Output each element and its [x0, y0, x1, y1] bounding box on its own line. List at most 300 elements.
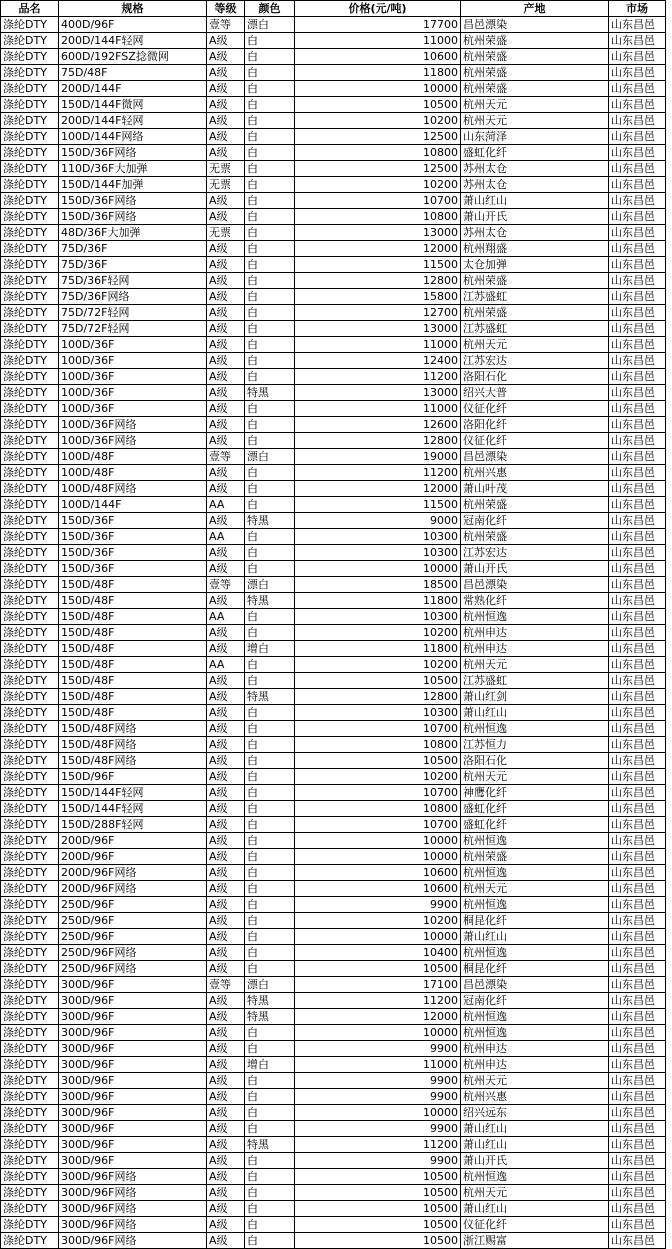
cell-grade: A级 — [207, 129, 245, 145]
cell-market: 山东昌邑 — [609, 833, 666, 849]
cell-product-name: 涤纶DTY — [1, 993, 59, 1009]
table-row — [1, 561, 666, 577]
table-row — [1, 913, 666, 929]
table-row — [1, 689, 666, 705]
cell-grade: A级 — [207, 1089, 245, 1105]
cell-price: 12600 — [295, 417, 461, 433]
cell-color: 漂白 — [245, 449, 295, 465]
cell-color: 特黑 — [245, 385, 295, 401]
table-row — [1, 1153, 666, 1169]
cell-color: 白 — [245, 33, 295, 49]
table-row — [1, 865, 666, 881]
cell-price: 10300 — [295, 609, 461, 625]
cell-color: 白 — [245, 497, 295, 513]
cell-price: 17700 — [295, 17, 461, 33]
cell-grade: A级 — [207, 465, 245, 481]
cell-grade: A级 — [207, 881, 245, 897]
cell-color: 白 — [245, 865, 295, 881]
cell-specification: 150D/144F微网 — [59, 97, 207, 113]
cell-product-name: 涤纶DTY — [1, 177, 59, 193]
cell-color: 漂白 — [245, 977, 295, 993]
cell-specification: 150D/48F — [59, 609, 207, 625]
cell-price: 11500 — [295, 257, 461, 273]
table-row — [1, 17, 666, 33]
cell-origin: 杭州荣盛 — [461, 65, 609, 81]
cell-market: 山东昌邑 — [609, 369, 666, 385]
cell-product-name: 涤纶DTY — [1, 705, 59, 721]
cell-price: 11000 — [295, 33, 461, 49]
cell-price: 10700 — [295, 193, 461, 209]
cell-price: 12000 — [295, 241, 461, 257]
cell-origin: 江苏盛虹 — [461, 321, 609, 337]
cell-market: 山东昌邑 — [609, 417, 666, 433]
cell-price: 10000 — [295, 81, 461, 97]
cell-origin: 仪征化纤 — [461, 401, 609, 417]
cell-product-name: 涤纶DTY — [1, 241, 59, 257]
cell-price: 10000 — [295, 1025, 461, 1041]
cell-market: 山东昌邑 — [609, 625, 666, 641]
cell-market: 山东昌邑 — [609, 641, 666, 657]
cell-price: 10000 — [295, 929, 461, 945]
cell-grade: A级 — [207, 817, 245, 833]
cell-price: 10500 — [295, 1185, 461, 1201]
table-row — [1, 161, 666, 177]
cell-color: 白 — [245, 225, 295, 241]
table-row — [1, 1073, 666, 1089]
cell-product-name: 涤纶DTY — [1, 609, 59, 625]
cell-grade: A级 — [207, 1217, 245, 1233]
cell-specification: 300D/96F — [59, 993, 207, 1009]
cell-market: 山东昌邑 — [609, 785, 666, 801]
cell-origin: 杭州恒逸 — [461, 833, 609, 849]
cell-product-name: 涤纶DTY — [1, 833, 59, 849]
table-row — [1, 401, 666, 417]
table-row — [1, 385, 666, 401]
cell-color: 白 — [245, 353, 295, 369]
cell-product-name: 涤纶DTY — [1, 1233, 59, 1249]
cell-price: 10600 — [295, 881, 461, 897]
cell-market: 山东昌邑 — [609, 129, 666, 145]
table-row — [1, 609, 666, 625]
cell-grade: A级 — [207, 1009, 245, 1025]
table-row — [1, 481, 666, 497]
cell-market: 山东昌邑 — [609, 433, 666, 449]
cell-product-name: 涤纶DTY — [1, 209, 59, 225]
cell-origin: 萧山开氏 — [461, 1153, 609, 1169]
cell-origin: 杭州天元 — [461, 97, 609, 113]
cell-specification: 300D/96F — [59, 1057, 207, 1073]
header-row — [1, 1, 666, 17]
cell-origin: 杭州恒逸 — [461, 1169, 609, 1185]
cell-origin: 杭州天元 — [461, 1185, 609, 1201]
cell-market: 山东昌邑 — [609, 1089, 666, 1105]
cell-origin: 萧山叶茂 — [461, 481, 609, 497]
cell-market: 山东昌邑 — [609, 209, 666, 225]
cell-grade: A级 — [207, 865, 245, 881]
cell-specification: 100D/36F — [59, 385, 207, 401]
cell-market: 山东昌邑 — [609, 1185, 666, 1201]
cell-color: 白 — [245, 945, 295, 961]
cell-origin: 杭州荣盛 — [461, 849, 609, 865]
table-row — [1, 1009, 666, 1025]
cell-price: 11000 — [295, 1057, 461, 1073]
cell-market: 山东昌邑 — [609, 529, 666, 545]
cell-product-name: 涤纶DTY — [1, 449, 59, 465]
cell-price: 10000 — [295, 849, 461, 865]
table-row — [1, 337, 666, 353]
table-row — [1, 737, 666, 753]
cell-grade: A级 — [207, 81, 245, 97]
cell-origin: 太仓加弹 — [461, 257, 609, 273]
cell-grade: A级 — [207, 1041, 245, 1057]
cell-market: 山东昌邑 — [609, 385, 666, 401]
cell-price: 19000 — [295, 449, 461, 465]
cell-color: 白 — [245, 561, 295, 577]
cell-grade: A级 — [207, 833, 245, 849]
cell-grade: A级 — [207, 1105, 245, 1121]
cell-grade: A级 — [207, 1025, 245, 1041]
cell-market: 山东昌邑 — [609, 1233, 666, 1249]
cell-origin: 桐昆化纤 — [461, 961, 609, 977]
cell-market: 山东昌邑 — [609, 65, 666, 81]
cell-price: 10600 — [295, 49, 461, 65]
cell-product-name: 涤纶DTY — [1, 273, 59, 289]
cell-market: 山东昌邑 — [609, 1137, 666, 1153]
cell-market: 山东昌邑 — [609, 193, 666, 209]
cell-product-name: 涤纶DTY — [1, 305, 59, 321]
cell-market: 山东昌邑 — [609, 177, 666, 193]
cell-specification: 150D/144F轻网 — [59, 801, 207, 817]
cell-price: 11000 — [295, 337, 461, 353]
cell-specification: 100D/36F — [59, 401, 207, 417]
cell-market: 山东昌邑 — [609, 1169, 666, 1185]
cell-market: 山东昌邑 — [609, 929, 666, 945]
table-row — [1, 353, 666, 369]
cell-product-name: 涤纶DTY — [1, 1105, 59, 1121]
cell-specification: 100D/36F — [59, 353, 207, 369]
cell-origin: 绍兴大普 — [461, 385, 609, 401]
cell-color: 白 — [245, 321, 295, 337]
cell-price: 11500 — [295, 497, 461, 513]
cell-grade: A级 — [207, 1169, 245, 1185]
table-row — [1, 785, 666, 801]
cell-product-name: 涤纶DTY — [1, 1073, 59, 1089]
cell-origin: 杭州天元 — [461, 881, 609, 897]
cell-origin: 萧山红剑 — [461, 689, 609, 705]
table-row — [1, 289, 666, 305]
cell-origin: 苏州太仓 — [461, 161, 609, 177]
cell-specification: 200D/144F — [59, 81, 207, 97]
cell-color: 白 — [245, 161, 295, 177]
table-row — [1, 817, 666, 833]
cell-price: 12000 — [295, 1009, 461, 1025]
table-row — [1, 129, 666, 145]
cell-price: 12000 — [295, 481, 461, 497]
cell-origin: 桐昆化纤 — [461, 913, 609, 929]
cell-product-name: 涤纶DTY — [1, 321, 59, 337]
cell-specification: 100D/48F — [59, 465, 207, 481]
cell-market: 山东昌邑 — [609, 449, 666, 465]
table-row — [1, 977, 666, 993]
cell-price: 10200 — [295, 625, 461, 641]
cell-grade: A级 — [207, 721, 245, 737]
cell-grade: A级 — [207, 801, 245, 817]
cell-grade: A级 — [207, 913, 245, 929]
cell-product-name: 涤纶DTY — [1, 657, 59, 673]
cell-market: 山东昌邑 — [609, 289, 666, 305]
table-row — [1, 897, 666, 913]
cell-specification: 200D/96F — [59, 833, 207, 849]
table-row — [1, 1057, 666, 1073]
cell-specification: 300D/96F — [59, 1105, 207, 1121]
cell-color: 白 — [245, 625, 295, 641]
table-row — [1, 961, 666, 977]
table-row — [1, 929, 666, 945]
cell-market: 山东昌邑 — [609, 1105, 666, 1121]
cell-product-name: 涤纶DTY — [1, 1169, 59, 1185]
cell-grade: A级 — [207, 625, 245, 641]
cell-origin: 洛阳石化 — [461, 753, 609, 769]
table-row — [1, 545, 666, 561]
cell-specification: 150D/36F网络 — [59, 193, 207, 209]
cell-product-name: 涤纶DTY — [1, 769, 59, 785]
cell-color: 白 — [245, 913, 295, 929]
table-row — [1, 113, 666, 129]
cell-specification: 300D/96F网络 — [59, 1185, 207, 1201]
cell-market: 山东昌邑 — [609, 17, 666, 33]
cell-specification: 250D/96F — [59, 897, 207, 913]
cell-product-name: 涤纶DTY — [1, 945, 59, 961]
cell-specification: 250D/96F — [59, 929, 207, 945]
cell-origin: 萧山开氏 — [461, 209, 609, 225]
cell-price: 10800 — [295, 801, 461, 817]
cell-grade: A级 — [207, 1073, 245, 1089]
cell-specification: 100D/48F — [59, 449, 207, 465]
cell-market: 山东昌邑 — [609, 1121, 666, 1137]
cell-color: 白 — [245, 1185, 295, 1201]
cell-market: 山东昌邑 — [609, 225, 666, 241]
cell-grade: A级 — [207, 705, 245, 721]
cell-product-name: 涤纶DTY — [1, 865, 59, 881]
table-row — [1, 1201, 666, 1217]
cell-origin: 杭州兴惠 — [461, 465, 609, 481]
cell-specification: 48D/36F大加弹 — [59, 225, 207, 241]
cell-price: 10200 — [295, 657, 461, 673]
cell-grade: A级 — [207, 1057, 245, 1073]
cell-market: 山东昌邑 — [609, 945, 666, 961]
cell-color: 白 — [245, 465, 295, 481]
cell-price: 10800 — [295, 737, 461, 753]
cell-origin: 杭州恒逸 — [461, 1009, 609, 1025]
cell-product-name: 涤纶DTY — [1, 641, 59, 657]
table-row — [1, 257, 666, 273]
table-row — [1, 1169, 666, 1185]
cell-market: 山东昌邑 — [609, 113, 666, 129]
cell-price: 12500 — [295, 129, 461, 145]
table-row — [1, 833, 666, 849]
cell-market: 山东昌邑 — [609, 705, 666, 721]
cell-color: 白 — [245, 753, 295, 769]
cell-specification: 150D/48F — [59, 577, 207, 593]
cell-grade: A级 — [207, 1137, 245, 1153]
cell-color: 白 — [245, 305, 295, 321]
table-row — [1, 1121, 666, 1137]
cell-origin: 杭州翔盛 — [461, 241, 609, 257]
cell-price: 10700 — [295, 817, 461, 833]
cell-price: 10300 — [295, 529, 461, 545]
cell-origin: 杭州天元 — [461, 337, 609, 353]
table-row — [1, 769, 666, 785]
table-row — [1, 1185, 666, 1201]
cell-product-name: 涤纶DTY — [1, 577, 59, 593]
table-row — [1, 417, 666, 433]
cell-product-name: 涤纶DTY — [1, 385, 59, 401]
cell-specification: 600D/192FSZ捻微网 — [59, 49, 207, 65]
cell-product-name: 涤纶DTY — [1, 737, 59, 753]
cell-color: 白 — [245, 65, 295, 81]
cell-origin: 洛阳化纤 — [461, 417, 609, 433]
cell-specification: 100D/48F网络 — [59, 481, 207, 497]
cell-origin: 杭州荣盛 — [461, 49, 609, 65]
cell-grade: 无票 — [207, 177, 245, 193]
cell-product-name: 涤纶DTY — [1, 369, 59, 385]
cell-market: 山东昌邑 — [609, 865, 666, 881]
cell-color: 特黑 — [245, 593, 295, 609]
cell-grade: A级 — [207, 97, 245, 113]
cell-origin: 仪征化纤 — [461, 433, 609, 449]
cell-grade: AA — [207, 529, 245, 545]
cell-market: 山东昌邑 — [609, 769, 666, 785]
table-row — [1, 641, 666, 657]
header-color: 颜色 — [245, 1, 295, 17]
cell-specification: 300D/96F — [59, 1121, 207, 1137]
cell-specification: 200D/96F网络 — [59, 865, 207, 881]
cell-product-name: 涤纶DTY — [1, 289, 59, 305]
cell-market: 山东昌邑 — [609, 721, 666, 737]
cell-specification: 75D/36F轻网 — [59, 273, 207, 289]
table-row — [1, 1025, 666, 1041]
cell-color: 白 — [245, 785, 295, 801]
cell-specification: 400D/96F — [59, 17, 207, 33]
cell-price: 13000 — [295, 385, 461, 401]
cell-product-name: 涤纶DTY — [1, 753, 59, 769]
cell-price: 11200 — [295, 369, 461, 385]
cell-origin: 昌邑漂染 — [461, 977, 609, 993]
cell-product-name: 涤纶DTY — [1, 257, 59, 273]
cell-market: 山东昌邑 — [609, 257, 666, 273]
cell-price: 9900 — [295, 1073, 461, 1089]
cell-specification: 200D/144F轻网 — [59, 33, 207, 49]
cell-color: 白 — [245, 529, 295, 545]
table-row — [1, 1233, 666, 1249]
cell-color: 白 — [245, 241, 295, 257]
table-row — [1, 945, 666, 961]
cell-grade: AA — [207, 609, 245, 625]
cell-color: 白 — [245, 881, 295, 897]
cell-origin: 杭州恒逸 — [461, 945, 609, 961]
cell-price: 10200 — [295, 769, 461, 785]
cell-color: 白 — [245, 609, 295, 625]
table-row — [1, 145, 666, 161]
cell-product-name: 涤纶DTY — [1, 353, 59, 369]
table-row — [1, 721, 666, 737]
cell-product-name: 涤纶DTY — [1, 113, 59, 129]
cell-market: 山东昌邑 — [609, 481, 666, 497]
cell-product-name: 涤纶DTY — [1, 817, 59, 833]
cell-grade: A级 — [207, 145, 245, 161]
cell-origin: 杭州恒逸 — [461, 609, 609, 625]
cell-product-name: 涤纶DTY — [1, 1009, 59, 1025]
cell-grade: A级 — [207, 257, 245, 273]
cell-price: 10600 — [295, 865, 461, 881]
cell-product-name: 涤纶DTY — [1, 401, 59, 417]
cell-grade: A级 — [207, 113, 245, 129]
cell-product-name: 涤纶DTY — [1, 1137, 59, 1153]
cell-grade: 无票 — [207, 225, 245, 241]
cell-market: 山东昌邑 — [609, 497, 666, 513]
cell-color: 白 — [245, 481, 295, 497]
cell-market: 山东昌邑 — [609, 49, 666, 65]
cell-color: 白 — [245, 49, 295, 65]
cell-color: 漂白 — [245, 17, 295, 33]
cell-market: 山东昌邑 — [609, 593, 666, 609]
cell-color: 白 — [245, 1089, 295, 1105]
cell-price: 10300 — [295, 545, 461, 561]
cell-specification: 100D/36F网络 — [59, 433, 207, 449]
cell-specification: 75D/72F轻网 — [59, 305, 207, 321]
cell-market: 山东昌邑 — [609, 273, 666, 289]
cell-origin: 盛虹化纤 — [461, 801, 609, 817]
table-row — [1, 449, 666, 465]
cell-specification: 75D/48F — [59, 65, 207, 81]
cell-price: 12800 — [295, 689, 461, 705]
cell-grade: A级 — [207, 417, 245, 433]
cell-market: 山东昌邑 — [609, 401, 666, 417]
cell-market: 山东昌邑 — [609, 609, 666, 625]
cell-market: 山东昌邑 — [609, 513, 666, 529]
cell-color: 白 — [245, 929, 295, 945]
header-grade: 等级 — [207, 1, 245, 17]
cell-color: 白 — [245, 113, 295, 129]
cell-price: 10800 — [295, 209, 461, 225]
cell-grade: A级 — [207, 897, 245, 913]
cell-product-name: 涤纶DTY — [1, 529, 59, 545]
cell-origin: 萧山红山 — [461, 1201, 609, 1217]
cell-origin: 仪征化纤 — [461, 1217, 609, 1233]
cell-market: 山东昌邑 — [609, 145, 666, 161]
cell-product-name: 涤纶DTY — [1, 145, 59, 161]
cell-origin: 杭州荣盛 — [461, 305, 609, 321]
cell-specification: 150D/288F轻网 — [59, 817, 207, 833]
cell-price: 10500 — [295, 1233, 461, 1249]
cell-product-name: 涤纶DTY — [1, 1121, 59, 1137]
cell-price: 13000 — [295, 321, 461, 337]
cell-color: 白 — [245, 849, 295, 865]
cell-price: 9900 — [295, 1041, 461, 1057]
cell-color: 白 — [245, 673, 295, 689]
cell-product-name: 涤纶DTY — [1, 721, 59, 737]
cell-price: 10000 — [295, 561, 461, 577]
cell-product-name: 涤纶DTY — [1, 65, 59, 81]
cell-grade: A级 — [207, 209, 245, 225]
cell-price: 10300 — [295, 705, 461, 721]
cell-color: 白 — [245, 1217, 295, 1233]
cell-grade: A级 — [207, 737, 245, 753]
cell-specification: 110D/36F大加弹 — [59, 161, 207, 177]
cell-origin: 盛虹化纤 — [461, 145, 609, 161]
cell-grade: A级 — [207, 273, 245, 289]
cell-color: 特黑 — [245, 689, 295, 705]
